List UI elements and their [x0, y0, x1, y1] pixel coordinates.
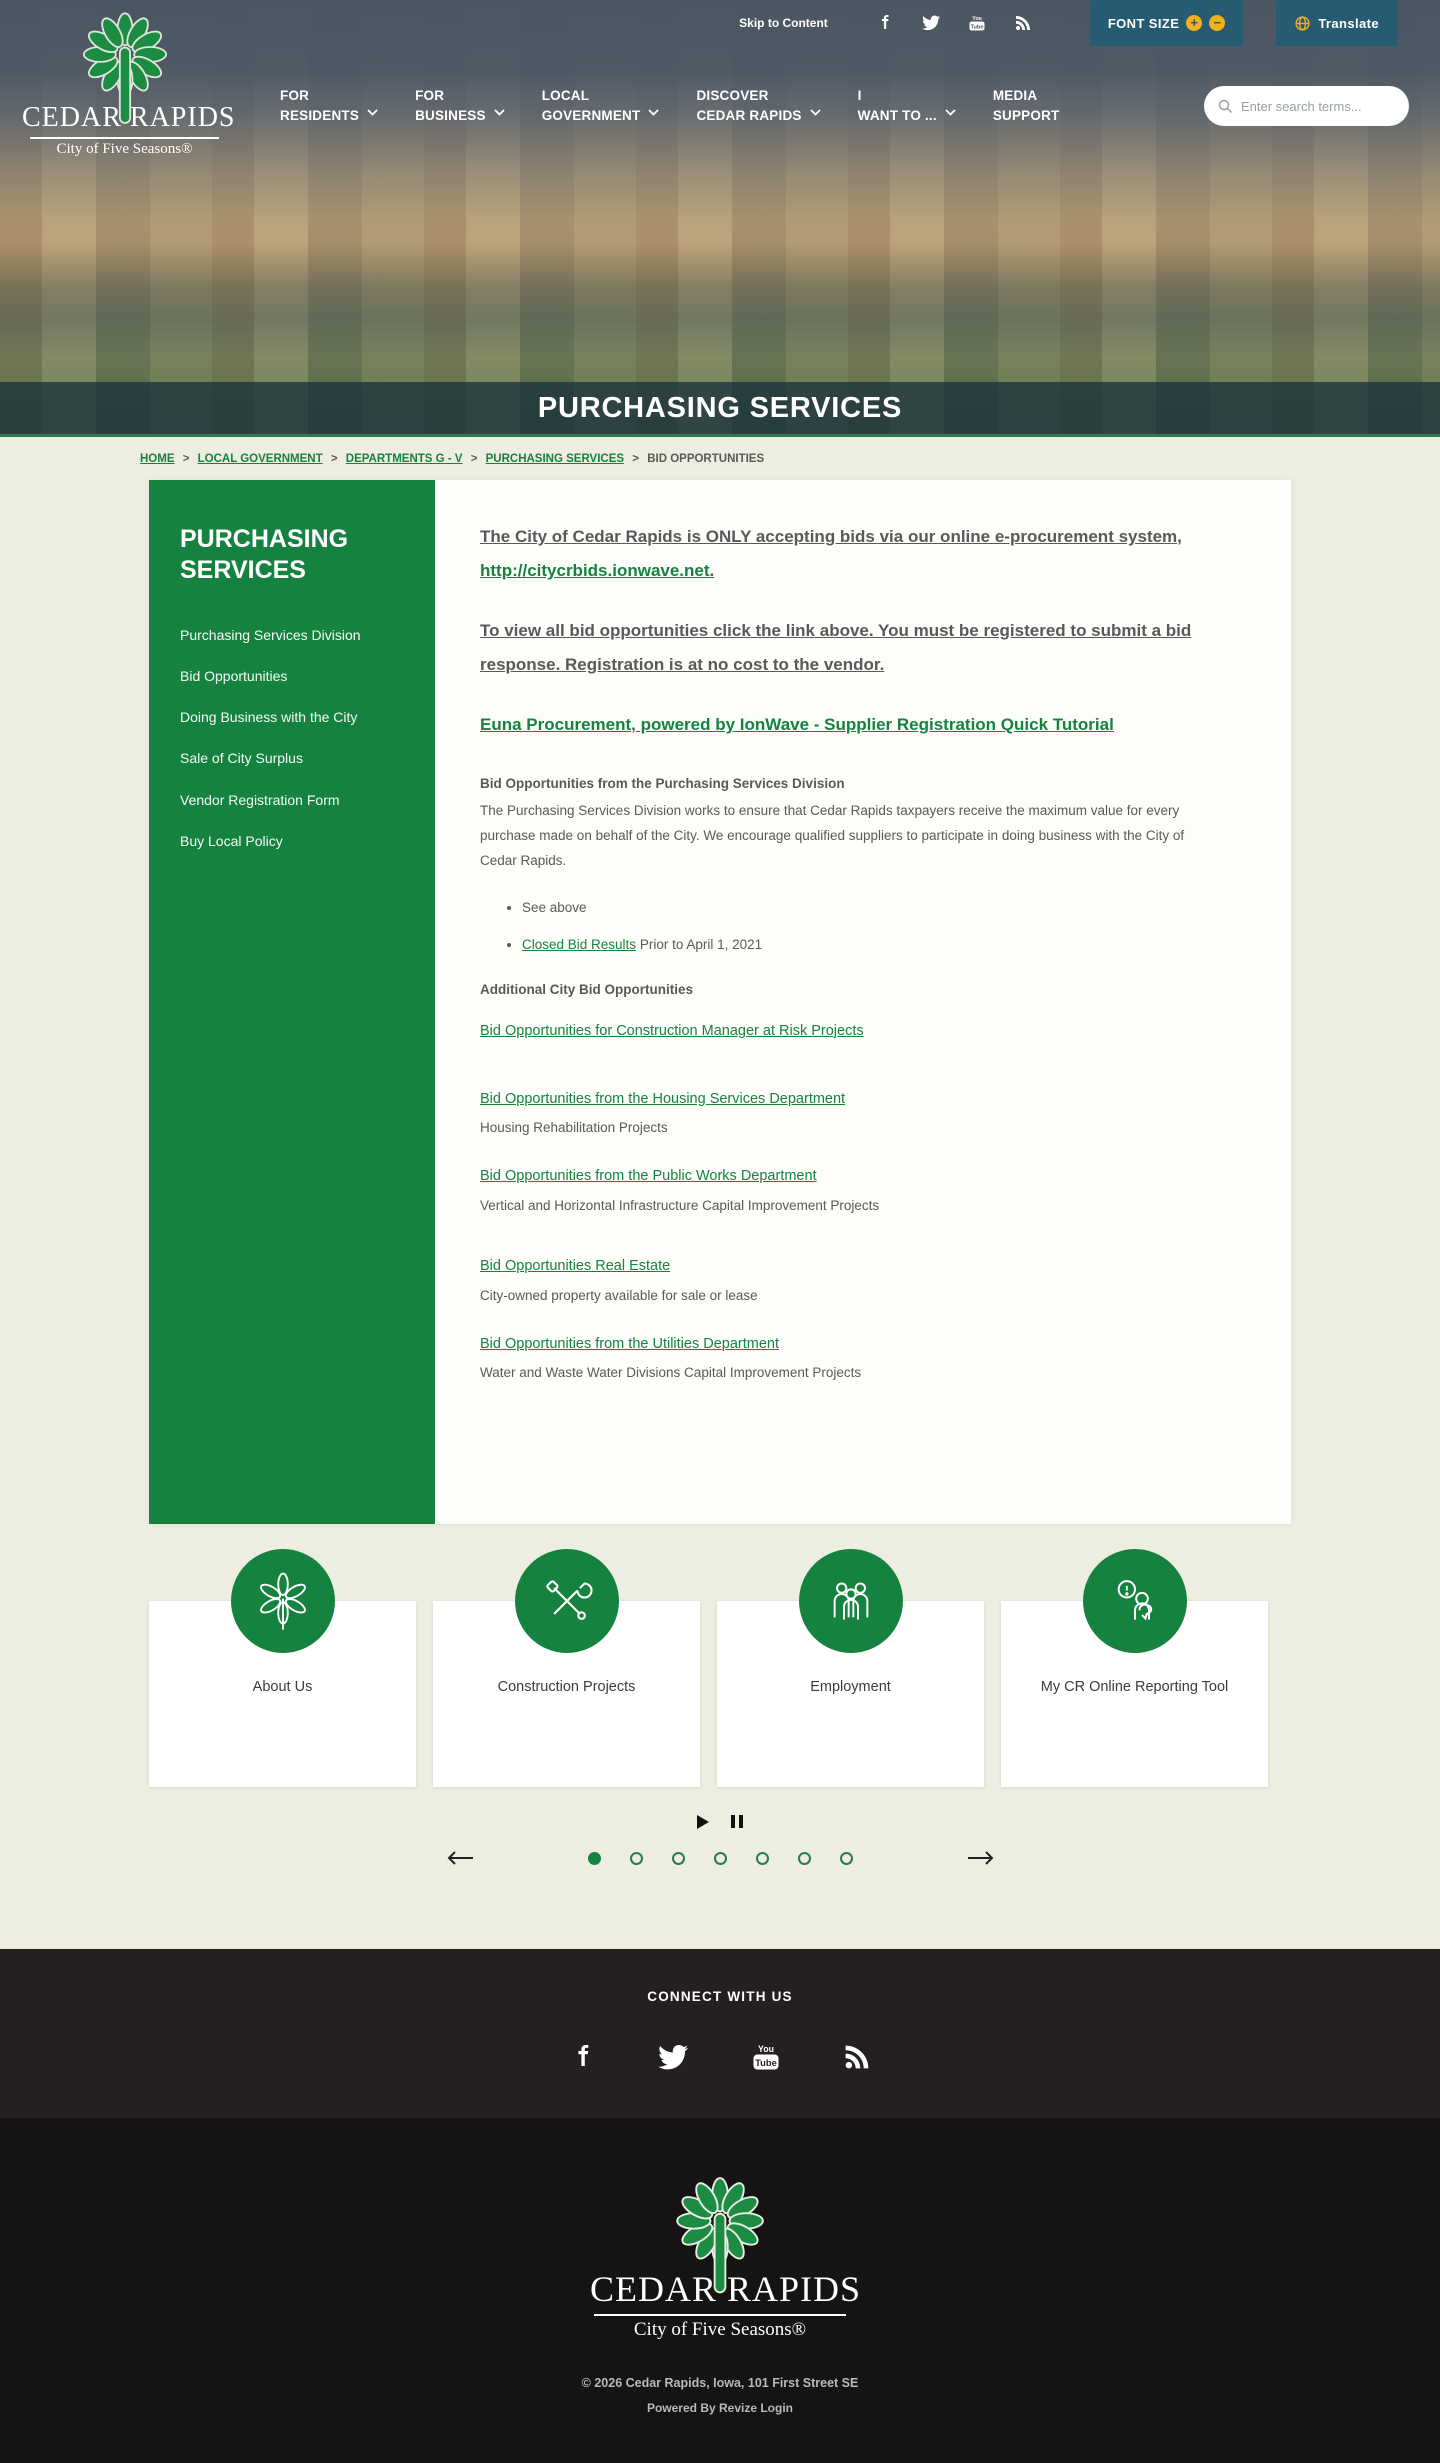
- card-label: About Us: [252, 1679, 313, 1695]
- housing-services-bids-link[interactable]: Bid Opportunities from the Housing Services Department: [480, 1090, 846, 1107]
- chevron-down-icon: [367, 103, 378, 121]
- page-title: PURCHASING SERVICES: [537, 391, 903, 424]
- breadcrumb-current: BID OPPORTUNITIES: [647, 453, 765, 465]
- carousel-dot-6[interactable]: [798, 1852, 811, 1865]
- section-heading-additional: Additional City Bid Opportunities: [480, 981, 693, 997]
- sidebar-item-bid-opportunities[interactable]: Bid Opportunities: [180, 667, 288, 684]
- font-increase-button[interactable]: +: [1186, 15, 1202, 31]
- section-body: The Purchasing Services Division works to ensure that Cedar Rapids taxpayers receive the maximum value for every purchase made on behalf of the City. We encourage qualified suppliers to participate in doing business with the City of Cedar Rapids.: [480, 803, 1185, 868]
- rss-icon[interactable]: [844, 2044, 870, 2070]
- sidebar-item-purchasing-services-division[interactable]: Purchasing Services Division: [180, 626, 361, 643]
- footer-logo: [590, 2170, 862, 2341]
- svg-text:Tube: Tube: [754, 2057, 777, 2068]
- sidebar-item-buy-local-policy[interactable]: Buy Local Policy: [180, 832, 283, 849]
- youtube-icon[interactable]: [751, 2042, 781, 2072]
- translate-label: Translate: [1318, 15, 1379, 31]
- chevron-down-icon: [810, 103, 821, 121]
- eprocurement-link[interactable]: The City of Cedar Rapids is ONLY accepting bids via our online e-procurement system, http://citycrbids.ionwave.net.: [480, 527, 1182, 580]
- nav-item-local-government[interactable]: LOCAL GOVERNMENT: [542, 86, 660, 125]
- bid-link-description: Vertical and Horizontal Infrastructure Capital Improvement Projects: [480, 1197, 880, 1213]
- breadcrumb-purchasing-services[interactable]: PURCHASING SERVICES: [485, 453, 625, 465]
- font-decrease-button[interactable]: −: [1209, 15, 1225, 31]
- nav-item-discover-cedar-rapids[interactable]: DISCOVER CEDAR RAPIDS: [696, 86, 820, 125]
- footer-logo-tagline: City of Five Seasons®: [633, 2319, 807, 2340]
- carousel-dot-4[interactable]: [714, 1852, 727, 1865]
- facebook-icon[interactable]: [571, 2043, 595, 2071]
- breadcrumb-departments[interactable]: DEPARTMENTS G - V: [345, 453, 463, 465]
- page-title-band: [0, 382, 1440, 437]
- carousel-dot-2[interactable]: [630, 1852, 643, 1865]
- youtube-icon[interactable]: [968, 14, 986, 32]
- nav-item-for-business[interactable]: FOR BUSINESS: [415, 86, 505, 125]
- carousel-dot-1[interactable]: [588, 1852, 601, 1865]
- header-social-icons: [876, 14, 1032, 32]
- tools-icon: [515, 1549, 619, 1653]
- footer-logo-rule: [594, 2314, 846, 2316]
- hero-header: [0, 0, 1440, 437]
- copyright-text: © 2026 Cedar Rapids, Iowa, 101 First Street SE: [581, 2376, 859, 2390]
- nav-item-i-want-to[interactable]: I WANT TO ...: [858, 86, 956, 125]
- public-works-bids-link[interactable]: Bid Opportunities from the Public Works Department: [480, 1168, 817, 1184]
- tree-icon: [231, 1549, 335, 1653]
- site-logo[interactable]: [22, 6, 236, 158]
- sidebar-item-doing-business[interactable]: Doing Business with the City: [180, 709, 358, 726]
- svg-text:You: You: [972, 16, 982, 22]
- carousel-dot-5[interactable]: [756, 1852, 769, 1865]
- play-button[interactable]: [697, 1815, 709, 1829]
- card-label: Employment: [810, 1679, 891, 1695]
- construction-manager-bids-link[interactable]: Bid Opportunities for Construction Manager at Risk Projects: [480, 1022, 864, 1039]
- bid-link-group: [480, 1166, 1217, 1216]
- view-bids-note[interactable]: To view all bid opportunities click the link above. You must be registered to submit a bid response. Registration is at no cost to the vendor.: [480, 621, 1192, 674]
- svg-text:Tube: Tube: [970, 24, 984, 31]
- card-construction-projects[interactable]: [433, 1601, 700, 1787]
- translate-button[interactable]: [1276, 0, 1397, 46]
- search-input[interactable]: [1241, 99, 1401, 114]
- font-size-control: [1090, 0, 1244, 46]
- skip-to-content-link[interactable]: Skip to Content: [739, 16, 828, 30]
- pause-button[interactable]: [731, 1815, 743, 1829]
- nav-item-media-support[interactable]: MEDIA SUPPORT: [992, 88, 1060, 123]
- main-content: [435, 480, 1291, 1524]
- carousel-next-button[interactable]: [967, 1851, 995, 1865]
- carousel-dot-7[interactable]: [840, 1852, 853, 1865]
- breadcrumb: HOME > LOCAL GOVERNMENT > DEPARTMENTS G - V > PURCHASING SERVICES > BID OPPORTUNITIES: [0, 437, 1440, 480]
- carousel-dot-3[interactable]: [672, 1852, 685, 1865]
- facebook-icon[interactable]: [876, 14, 894, 32]
- quick-links-carousel: [149, 1524, 1291, 1787]
- connect-heading: CONNECT WITH US: [647, 1989, 793, 2004]
- bid-link-description: Housing Rehabilitation Projects: [480, 1120, 668, 1136]
- people-icon: [799, 1549, 903, 1653]
- chevron-down-icon: [648, 103, 659, 121]
- utilities-bids-link[interactable]: Bid Opportunities from the Utilities Department: [480, 1335, 779, 1352]
- logo-tagline: City of Five Seasons®: [56, 141, 193, 157]
- nav-item-for-residents[interactable]: FOR RESIDENTS: [280, 86, 378, 125]
- carousel-prev-button[interactable]: [446, 1851, 474, 1865]
- chevron-down-icon: [494, 103, 505, 121]
- breadcrumb-local-government[interactable]: LOCAL GOVERNMENT: [197, 453, 323, 465]
- font-size-label: FONT SIZE: [1107, 15, 1180, 31]
- main-nav: [280, 86, 1060, 125]
- card-employment[interactable]: [717, 1601, 984, 1787]
- bid-link-group: [480, 1256, 1217, 1306]
- twitter-icon[interactable]: [922, 14, 940, 32]
- logo-name: CEDAR RAPIDS: [22, 102, 236, 133]
- chevron-down-icon: [945, 103, 956, 121]
- euna-procurement-tutorial-link[interactable]: Euna Procurement, powered by IonWave - Supplier Registration Quick Tutorial: [480, 715, 1114, 734]
- bid-link-description: Water and Waste Water Divisions Capital Improvement Projects: [480, 1365, 862, 1381]
- report-icon: [1083, 1549, 1187, 1653]
- section-heading-purchasing-division: Bid Opportunities from the Purchasing Services Division: [480, 776, 845, 791]
- card-label: My CR Online Reporting Tool: [1040, 1679, 1229, 1695]
- globe-icon: [1294, 15, 1311, 32]
- footer-logo-name: CEDAR RAPIDS: [590, 2269, 862, 2309]
- rss-icon[interactable]: [1014, 14, 1032, 32]
- breadcrumb-home[interactable]: HOME: [140, 453, 175, 465]
- bid-link-group: [480, 1089, 1217, 1139]
- sidebar-item-city-surplus[interactable]: Sale of City Surplus: [180, 750, 303, 767]
- sidebar-item-vendor-registration[interactable]: Vendor Registration Form: [180, 791, 340, 808]
- content-wrapper: [149, 480, 1291, 1524]
- bullet-list: [522, 900, 1217, 952]
- bid-link-group: [480, 1021, 1217, 1043]
- bullet-closed-bids: • Closed Bid Results Prior to April 1, 2021: [522, 937, 1217, 952]
- footer-bottom: [0, 2118, 1440, 2463]
- sidebar: [149, 480, 435, 1524]
- svg-text:You: You: [757, 2044, 774, 2054]
- bid-link-description: City-owned property available for sale or lease: [480, 1288, 758, 1304]
- powered-by-link[interactable]: Powered By Revize Login: [646, 2400, 794, 2415]
- logo-rule: [30, 137, 219, 139]
- closed-bid-results-link[interactable]: Closed Bid Results: [522, 936, 637, 952]
- carousel-controls: [149, 1815, 1291, 1875]
- search-box: [1204, 86, 1409, 126]
- footer-social-icons: [0, 2042, 1440, 2072]
- twitter-icon[interactable]: [658, 2045, 688, 2070]
- bullet-see-above: • See above: [522, 900, 1217, 915]
- real-estate-bids-link[interactable]: Bid Opportunities Real Estate: [480, 1258, 671, 1275]
- footer-connect: [0, 1949, 1440, 2118]
- card-about-us[interactable]: [149, 1601, 416, 1787]
- search-icon: [1218, 99, 1233, 114]
- card-label: Construction Projects: [497, 1679, 636, 1695]
- sidebar-title: PURCHASING SERVICES: [180, 525, 349, 585]
- card-my-cr-reporting[interactable]: [1001, 1601, 1268, 1787]
- bid-link-group: [480, 1334, 1217, 1384]
